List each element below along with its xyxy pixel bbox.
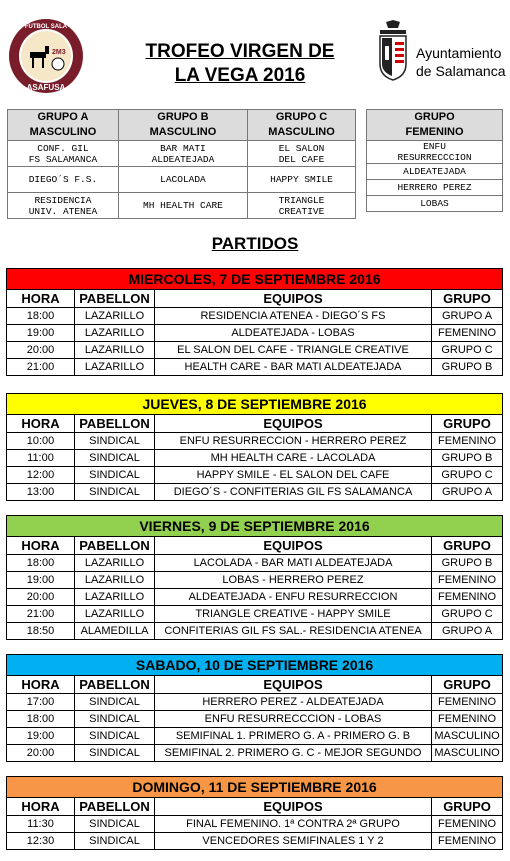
match-time: 19:00 [7, 572, 75, 589]
group-header [367, 110, 503, 141]
match-venue: LAZARILLO [75, 589, 155, 606]
page-title [120, 40, 360, 88]
match-row [7, 694, 503, 711]
match-venue: SINDICAL [75, 484, 155, 501]
match-row [7, 359, 503, 376]
sponsor-logo [376, 20, 508, 90]
cell-line: CONF. GIL [37, 142, 89, 154]
match-group: FEMENINO [432, 572, 503, 589]
match-venue: ALAMEDILLA [75, 623, 155, 640]
team-cell [118, 193, 247, 219]
match-time: 12:30 [7, 833, 75, 850]
column-header-row [7, 798, 503, 816]
match-group: GRUPO C [432, 606, 503, 623]
match-time: 18:00 [7, 711, 75, 728]
match-row [7, 606, 503, 623]
match-group: FEMENINO [432, 589, 503, 606]
club-logo-bottom-text: ASAFUSA [26, 83, 66, 92]
svg-text:2M3: 2M3 [52, 49, 66, 56]
match-teams: TRIANGLE CREATIVE - HAPPY SMILE [155, 606, 432, 623]
match-venue: SINDICAL [75, 467, 155, 484]
cell-line: RESURRECCCION [397, 152, 472, 163]
match-row [7, 711, 503, 728]
match-venue: LAZARILLO [75, 359, 155, 376]
match-venue: SINDICAL [75, 745, 155, 762]
groups-femenino-table [366, 109, 503, 212]
cell-line: HAPPY SMILE [270, 174, 333, 185]
column-header: HORA [7, 537, 75, 555]
match-venue: SINDICAL [75, 433, 155, 450]
match-row [7, 745, 503, 762]
match-group: GRUPO A [432, 484, 503, 501]
team-cell [367, 196, 503, 212]
match-time: 20:00 [7, 589, 75, 606]
match-teams: MH HEALTH CARE - LACOLADA [155, 450, 432, 467]
match-time: 11:00 [7, 450, 75, 467]
match-time: 12:00 [7, 467, 75, 484]
cell-line: GRUPO A [37, 111, 89, 123]
match-teams: CONFITERIAS GIL FS SAL.- RESIDENCIA ATENEA [155, 623, 432, 640]
title-line-1: TROFEO VIRGEN DE [145, 41, 335, 62]
day-header-row [7, 655, 503, 676]
group-header [8, 110, 119, 141]
cell-line: BAR MATI [160, 142, 206, 154]
groups-row [367, 164, 503, 180]
match-time: 10:00 [7, 433, 75, 450]
day-title: VIERNES, 9 DE SEPTIEMBRE 2016 [7, 516, 503, 537]
groups-masculino-table [7, 109, 356, 219]
column-header: GRUPO [432, 676, 503, 694]
match-venue: SINDICAL [75, 728, 155, 745]
match-teams: VENCEDORES SEMIFINALES 1 Y 2 [155, 833, 432, 850]
match-group: GRUPO C [432, 467, 503, 484]
match-group: GRUPO A [432, 308, 503, 325]
sponsor-line-2: de Salamanca [416, 63, 506, 79]
match-row [7, 484, 503, 501]
match-time: 20:00 [7, 745, 75, 762]
match-group: FEMENINO [432, 433, 503, 450]
match-row [7, 623, 503, 640]
match-teams: RESIDENCIA ATENEA - DIEGO´S FS [155, 308, 432, 325]
column-header: GRUPO [432, 290, 503, 308]
groups-row [367, 141, 503, 164]
cell-line: DIEGO´S F.S. [28, 174, 98, 185]
column-header: GRUPO [432, 798, 503, 816]
column-header: EQUIPOS [155, 290, 432, 308]
column-header: EQUIPOS [155, 537, 432, 555]
match-teams: HERRERO PEREZ - ALDEATEJADA [155, 694, 432, 711]
day-table [6, 515, 503, 640]
match-teams: ENFU RESURRECCCION - LOBAS [155, 711, 432, 728]
match-row [7, 433, 503, 450]
match-group: GRUPO B [432, 359, 503, 376]
match-time: 18:00 [7, 555, 75, 572]
team-cell [248, 193, 356, 219]
match-teams: LACOLADA - BAR MATI ALDEATEJADA [155, 555, 432, 572]
team-cell [248, 167, 356, 193]
match-time: 18:50 [7, 623, 75, 640]
column-header: GRUPO [432, 537, 503, 555]
match-teams: EL SALON DEL CAFE - TRIANGLE CREATIVE [155, 342, 432, 359]
team-cell [8, 167, 119, 193]
match-time: 21:00 [7, 359, 75, 376]
sponsor-line-1: Ayuntamiento [416, 45, 502, 61]
match-venue: SINDICAL [75, 694, 155, 711]
match-venue: SINDICAL [75, 816, 155, 833]
cell-line: TRIANGLE [278, 194, 325, 206]
match-venue: LAZARILLO [75, 308, 155, 325]
match-group: FEMENINO [432, 816, 503, 833]
match-venue: LAZARILLO [75, 606, 155, 623]
match-group: FEMENINO [432, 325, 503, 342]
match-row [7, 555, 503, 572]
day-title: JUEVES, 8 DE SEPTIEMBRE 2016 [7, 394, 503, 415]
match-teams: ALDEATEJADA - LOBAS [155, 325, 432, 342]
groups-row [8, 167, 356, 193]
match-time: 11:30 [7, 816, 75, 833]
match-venue: LAZARILLO [75, 572, 155, 589]
team-cell [248, 141, 356, 167]
team-cell [118, 167, 247, 193]
match-teams: DIEGO´S - CONFITERIAS GIL FS SALAMANCA [155, 484, 432, 501]
match-time: 13:00 [7, 484, 75, 501]
match-row [7, 308, 503, 325]
column-header: HORA [7, 415, 75, 433]
day-table [6, 654, 503, 762]
team-cell [8, 193, 119, 219]
match-row [7, 467, 503, 484]
match-teams: LOBAS - HERRERO PEREZ [155, 572, 432, 589]
sponsor-name [416, 44, 506, 80]
match-row [7, 728, 503, 745]
match-venue: LAZARILLO [75, 325, 155, 342]
match-time: 18:00 [7, 308, 75, 325]
column-header-row [7, 676, 503, 694]
day-header-row [7, 516, 503, 537]
cell-line: ALDEATEJADA [151, 153, 215, 165]
match-row [7, 816, 503, 833]
day-title: DOMINGO, 11 DE SEPTIEMBRE 2016 [7, 777, 503, 798]
groups-header-row [367, 110, 503, 141]
club-logo-top-text: FUTBOL SALA [24, 24, 68, 30]
cell-line: LOBAS [420, 198, 449, 209]
cell-line: ALDEATEJADA [403, 166, 466, 177]
day-table [6, 268, 503, 376]
match-teams: HAPPY SMILE - EL SALON DEL CAFE [155, 467, 432, 484]
match-row [7, 325, 503, 342]
group-header [248, 110, 356, 141]
match-row [7, 589, 503, 606]
match-row [7, 572, 503, 589]
day-title: MIERCOLES, 7 DE SEPTIEMBRE 2016 [7, 269, 503, 290]
match-row [7, 833, 503, 850]
match-time: 19:00 [7, 728, 75, 745]
column-header-row [7, 290, 503, 308]
match-row [7, 342, 503, 359]
column-header: EQUIPOS [155, 415, 432, 433]
city-shield-icon [376, 20, 410, 82]
match-venue: LAZARILLO [75, 555, 155, 572]
groups-row [367, 180, 503, 196]
cell-line: UNIV. ATENEA [28, 205, 98, 217]
column-header: HORA [7, 798, 75, 816]
match-teams: HEALTH CARE - BAR MATI ALDEATEJADA [155, 359, 432, 376]
partidos-heading: PARTIDOS [211, 234, 299, 253]
match-group: GRUPO B [432, 450, 503, 467]
match-venue: SINDICAL [75, 833, 155, 850]
column-header: GRUPO [432, 415, 503, 433]
column-header-row [7, 537, 503, 555]
cell-line: DEL CAFE [278, 153, 325, 165]
column-header: HORA [7, 290, 75, 308]
cell-line: EL SALON [278, 142, 325, 154]
column-header: PABELLON [75, 415, 155, 433]
match-time: 19:00 [7, 325, 75, 342]
match-teams: SEMIFINAL 1. PRIMERO G. A - PRIMERO G. B [155, 728, 432, 745]
column-header: PABELLON [75, 676, 155, 694]
match-row [7, 450, 503, 467]
column-header: EQUIPOS [155, 798, 432, 816]
match-group: GRUPO C [432, 342, 503, 359]
column-header: HORA [7, 676, 75, 694]
team-cell [118, 141, 247, 167]
match-venue: SINDICAL [75, 450, 155, 467]
match-teams: FINAL FEMENINO. 1ª CONTRA 2ª GRUPO [155, 816, 432, 833]
match-venue: LAZARILLO [75, 342, 155, 359]
match-group: GRUPO A [432, 623, 503, 640]
match-teams: SEMIFINAL 2. PRIMERO G. C - MEJOR SEGUNDO [155, 745, 432, 762]
cell-line: MH HEALTH CARE [143, 200, 223, 211]
match-group: MASCULINO [432, 745, 503, 762]
cell-line: MASCULINO [29, 126, 97, 138]
match-time: 20:00 [7, 342, 75, 359]
cell-line: MASCULINO [149, 126, 217, 138]
cell-line: FEMENINO [405, 126, 464, 138]
match-group: FEMENINO [432, 694, 503, 711]
match-time: 17:00 [7, 694, 75, 711]
team-cell [367, 164, 503, 180]
cell-line: HERRERO PEREZ [397, 182, 472, 193]
column-header: PABELLON [75, 798, 155, 816]
title-line-2: LA VEGA 2016 [174, 65, 306, 86]
groups-row [8, 193, 356, 219]
day-table [6, 393, 503, 501]
match-group: FEMENINO [432, 711, 503, 728]
column-header: PABELLON [75, 537, 155, 555]
groups-row [8, 141, 356, 167]
team-cell [367, 141, 503, 164]
match-time: 21:00 [7, 606, 75, 623]
cell-line: RESIDENCIA [34, 194, 92, 206]
match-group: MASCULINO [432, 728, 503, 745]
day-header-row [7, 269, 503, 290]
column-header: PABELLON [75, 290, 155, 308]
match-group: FEMENINO [432, 833, 503, 850]
group-header [118, 110, 247, 141]
team-cell [8, 141, 119, 167]
team-cell [367, 180, 503, 196]
cell-line: GRUPO C [275, 111, 328, 123]
cell-line: GRUPO B [157, 111, 209, 123]
cell-line: MASCULINO [268, 126, 335, 138]
cell-line: FS SALAMANCA [28, 153, 98, 165]
day-header-row [7, 777, 503, 798]
match-teams: ALDEATEJADA - ENFU RESURRECCION [155, 589, 432, 606]
day-header-row [7, 394, 503, 415]
day-title: SABADO, 10 DE SEPTIEMBRE 2016 [7, 655, 503, 676]
match-venue: SINDICAL [75, 711, 155, 728]
match-teams: ENFU RESURRECCION - HERRERO PEREZ [155, 433, 432, 450]
column-header: EQUIPOS [155, 676, 432, 694]
groups-header-row [8, 110, 356, 141]
match-group: GRUPO B [432, 555, 503, 572]
cell-line: ENFU [423, 141, 446, 152]
club-logo [8, 18, 84, 94]
column-header-row [7, 415, 503, 433]
day-table [6, 776, 503, 850]
cell-line: LACOLADA [160, 174, 206, 185]
cell-line: CREATIVE [278, 205, 325, 217]
cell-line: GRUPO [414, 111, 455, 123]
groups-row [367, 196, 503, 212]
